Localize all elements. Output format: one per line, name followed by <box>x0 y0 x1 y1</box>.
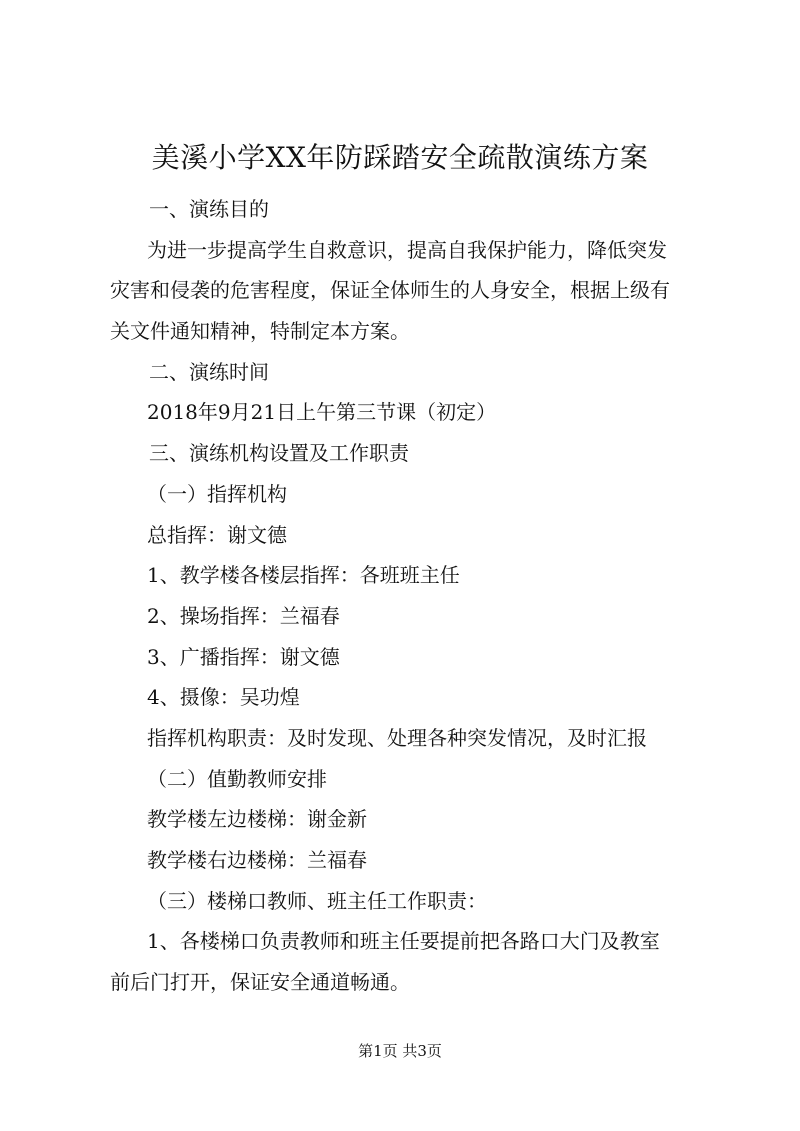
paragraph-line: 2018年9月21日上午第三节课（初定） <box>147 400 497 425</box>
section-heading-organization: 三、演练机构设置及工作职责 <box>149 441 409 466</box>
subsection-heading: （三）楼梯口教师、班主任工作职责： <box>147 888 487 913</box>
section-heading-purpose: 一、演练目的 <box>149 197 269 221</box>
paragraph-line: 总指挥：谢文德 <box>147 522 287 547</box>
subsection-heading: （二）值勤教师安排 <box>147 766 327 791</box>
paragraph-line: 灾害和侵袭的危害程度，保证全体师生的人身安全，根据上级有 <box>110 278 670 303</box>
paragraph-line: 4、摄像：吴功煌 <box>147 685 300 710</box>
paragraph-line: 为进一步提高学生自救意识，提高自我保护能力，降低突发 <box>147 237 667 262</box>
section-heading-time: 二、演练时间 <box>149 359 269 384</box>
paragraph-line: 1、教学楼各楼层指挥：各班班主任 <box>147 563 460 588</box>
paragraph-line: 关文件通知精神，特制定本方案。 <box>110 319 410 344</box>
paragraph-line: 指挥机构职责：及时发现、处理各种突发情况，及时汇报 <box>147 725 647 750</box>
paragraph-line: 2、操场指挥：兰福春 <box>147 603 340 628</box>
document-body <box>110 189 705 1003</box>
paragraph-line: 教学楼右边楼梯：兰福春 <box>147 848 367 872</box>
paragraph-line: 3、广播指挥：谢文德 <box>147 644 340 669</box>
page-footer: 第1页 共3页 <box>358 1042 442 1060</box>
paragraph-line: 1、各楼梯口负责教师和班主任要提前把各路口大门及教室 <box>147 929 660 954</box>
paragraph-line: 教学楼左边楼梯：谢金新 <box>147 807 367 832</box>
document-title: 美溪小学XX年防踩踏安全疏散演练方案 <box>151 141 649 174</box>
subsection-heading: （一）指挥机构 <box>147 481 287 506</box>
paragraph-line: 前后门打开，保证安全通道畅通。 <box>110 970 410 995</box>
